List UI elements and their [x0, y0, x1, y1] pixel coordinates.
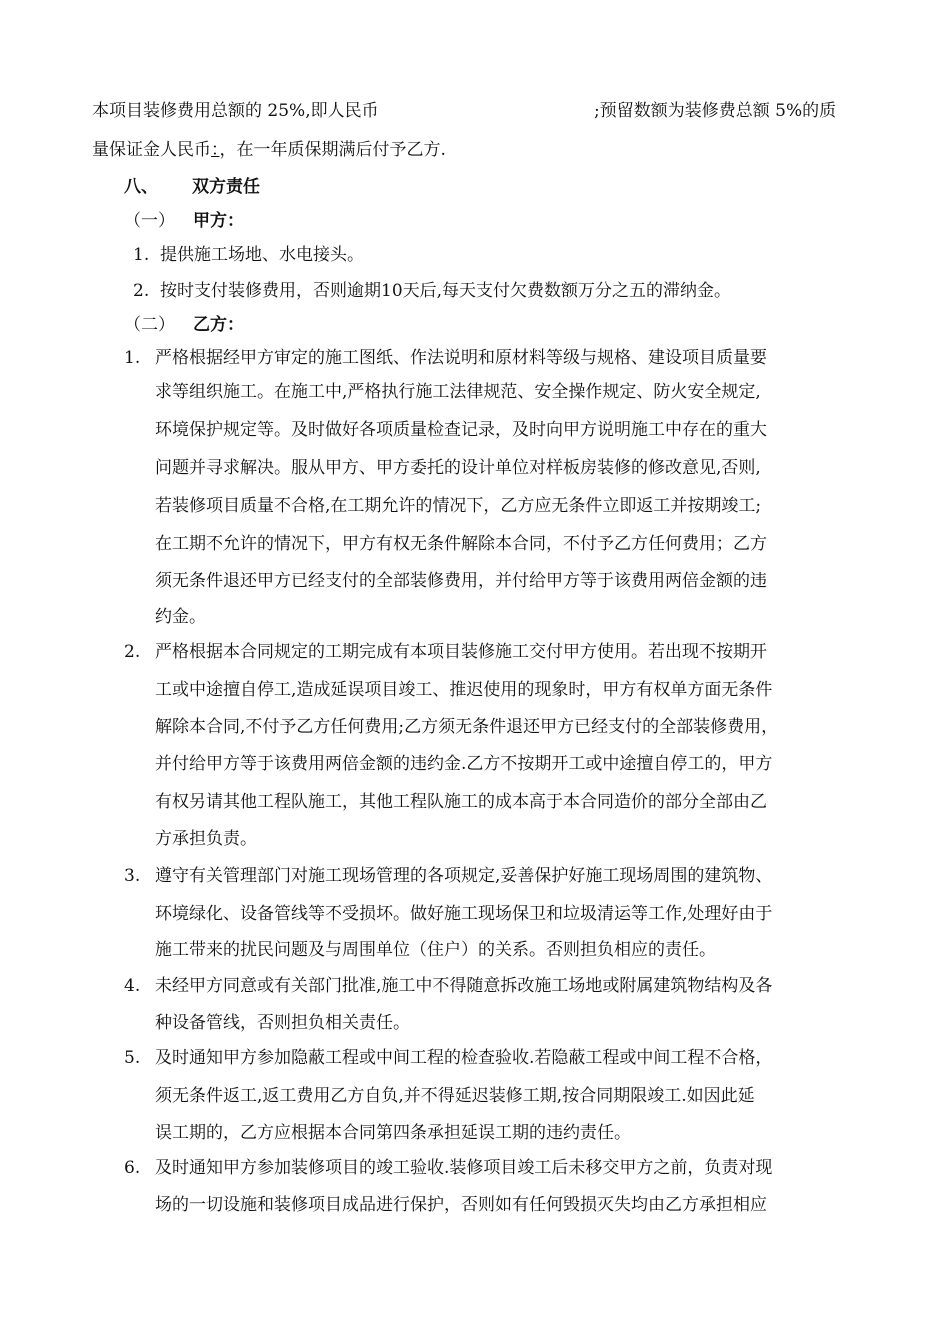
party-b-item-6-line: 及时通知甲方参加装修项目的竣工验收.装修项目竣工后未移交甲方之前，负责对现	[155, 1158, 773, 1178]
party-b-item-2-line: 严格根据本合同规定的工期完成有本项目装修施工交付甲方使用。若出现不按期开	[155, 642, 767, 662]
party-a-item-1-num: 1.	[133, 245, 150, 265]
blank-amount: ：	[211, 140, 220, 160]
intro-line-1-left: 本项目装修费用总额的 25%,即人民币	[92, 101, 379, 121]
party-b-item-1-line: 严格根据经甲方审定的施工图纸、作法说明和原材料等级与规格、建设项目质量要	[155, 348, 767, 368]
party-b-item-3-line: 环境绿化、设备管线等不受损坏。做好施工现场保卫和垃圾清运等工作,处理好由于	[155, 904, 773, 924]
section-title: 双方责任	[192, 177, 260, 197]
party-b-item-3-line: 遵守有关管理部门对施工现场管理的各项规定,妥善保护好施工现场周围的建筑物、	[155, 866, 773, 886]
intro-line-1-right: ;预留数额为装修费总额 5%的质	[594, 101, 837, 121]
party-a-item-2-num: 2.	[133, 281, 150, 301]
party-a-item-2-text: 按时支付装修费用，否则逾期10天后,每天支付欠费数额万分之五的滞纳金。	[160, 281, 732, 301]
party-b-item-4-line: 未经甲方同意或有关部门批准,施工中不得随意拆改施工场地或附属建筑物结构及各	[155, 976, 773, 996]
party-b-item-2-num: 2.	[124, 642, 141, 662]
party-b-title: 乙方：	[193, 315, 244, 335]
party-b-item-1-line: 环境保护规定等。及时做好各项质量检查记录，及时向甲方说明施工中存在的重大	[155, 420, 767, 440]
party-a-item-1-text: 提供施工场地、水电接头。	[160, 245, 364, 265]
party-b-item-5-line: 须无条件返工,返工费用乙方自负,并不得延迟装修工期,按合同期限竣工.如因此延	[155, 1086, 755, 1106]
party-b-item-4-num: 4.	[124, 976, 141, 996]
intro-line-2-text: 量保证金人民币	[92, 140, 211, 160]
party-b-item-6-num: 6.	[124, 1158, 141, 1178]
party-b-item-2-line: 方承担负责。	[155, 829, 257, 849]
party-b-item-2-line: 有权另请其他工程队施工，其他工程队施工的成本高于本合同造价的部分全部由乙	[155, 792, 767, 812]
party-b-item-6-line: 场的一切设施和装修项目成品进行保护，否则如有任何毁损灭失均由乙方承担相应	[155, 1195, 767, 1215]
party-b-item-2-line: 工或中途擅自停工,造成延误项目竣工、推迟使用的现象时，甲方有权单方面无条件	[155, 680, 773, 700]
party-b-item-5-line: 误工期的，乙方应根据本合同第四条承担延误工期的违约责任。	[155, 1123, 631, 1143]
party-b-item-5-line: 及时通知甲方参加隐蔽工程或中间工程的检查验收.若隐蔽工程或中间工程不合格，	[155, 1048, 773, 1068]
party-b-item-3-line: 施工带来的扰民问题及与周围单位（住户）的关系。否则担负相应的责任。	[155, 940, 716, 960]
party-b-item-4-line: 种设备管线，否则担负相关责任。	[155, 1013, 410, 1033]
section-number: 八、	[124, 177, 158, 197]
intro-line-2-tail: ，在一年质保期满后付予乙方.	[219, 140, 446, 160]
party-b-item-2-line: 并付给甲方等于该费用两倍金额的违约金.乙方不按期开工或中途擅自停工的，甲方	[155, 754, 773, 774]
party-b-item-1-line: 求等组织施工。在施工中,严格执行施工法律规范、安全操作规定、防火安全规定,	[155, 382, 761, 402]
party-b-label: （二）	[124, 315, 175, 335]
party-b-item-1-line: 若装修项目质量不合格,在工期允许的情况下，乙方应无条件立即返工并按期竣工;	[155, 496, 762, 516]
party-b-item-1-line: 须无条件退还甲方已经支付的全部装修费用，并付给甲方等于该费用两倍金额的违	[155, 571, 767, 591]
party-b-item-1-line: 约金。	[155, 607, 206, 627]
party-b-item-1-line: 问题并寻求解决。服从甲方、甲方委托的设计单位对样板房装修的修改意见,否则,	[155, 458, 761, 478]
party-b-item-2-line: 解除本合同,不付予乙方任何费用;乙方须无条件退还甲方已经支付的全部装修费用，	[155, 717, 779, 737]
party-b-item-5-num: 5.	[124, 1048, 141, 1068]
party-b-item-3-num: 3.	[124, 866, 141, 886]
party-b-item-1-num: 1.	[124, 348, 141, 368]
party-b-item-1-line: 在工期不允许的情况下，甲方有权无条件解除本合同，不付予乙方任何费用；乙方	[155, 534, 767, 554]
party-a-label: （一）	[124, 211, 175, 231]
intro-line-2	[92, 139, 446, 161]
party-a-title: 甲方：	[193, 211, 244, 231]
